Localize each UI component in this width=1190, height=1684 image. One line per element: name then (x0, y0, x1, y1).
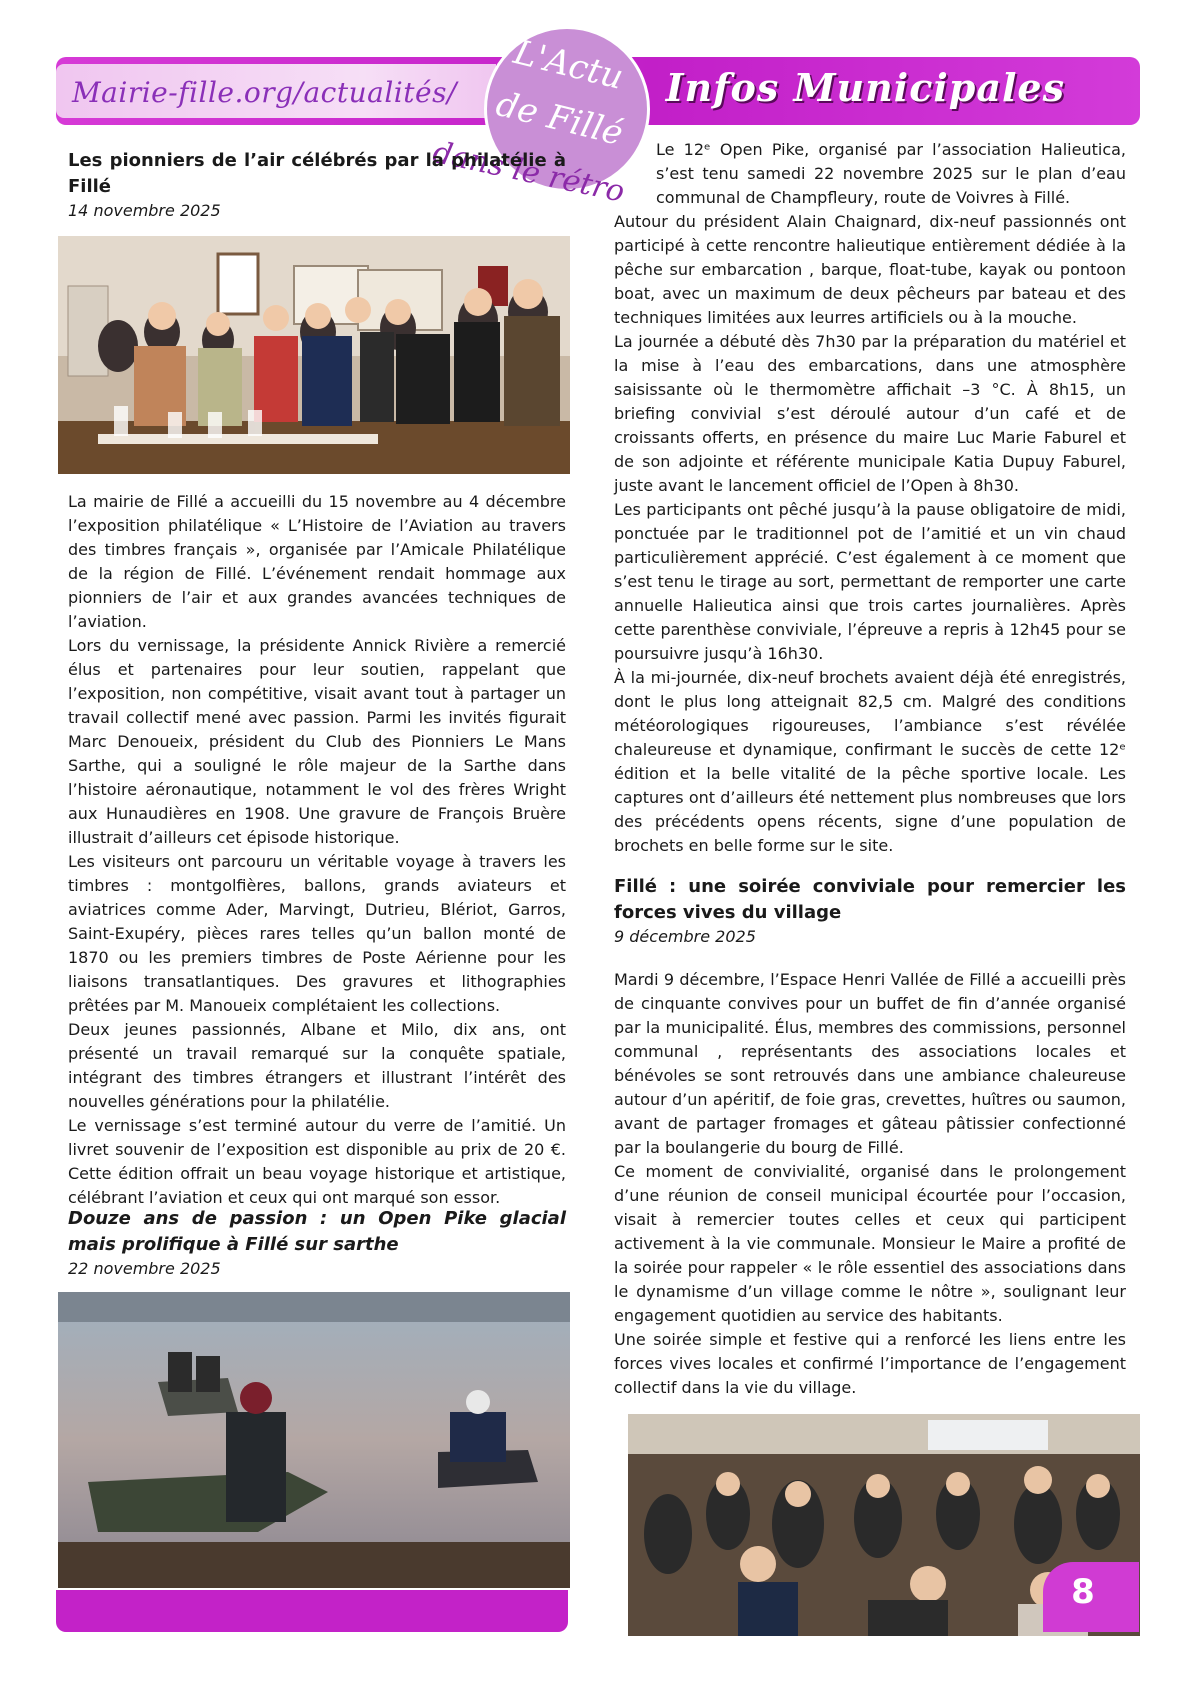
article-openpike-intro (656, 138, 1126, 210)
article-title: Douze ans de passion : un Open Pike glacial mais prolifique à Fillé sur sarthe (68, 1208, 566, 1255)
section-title: Infos Municipales (665, 65, 1065, 110)
article-title: Fillé : une soirée conviviale pour remercier les forces vives du village (614, 876, 1126, 923)
paragraph: Le vernissage s’est terminé autour du verre de l’amitié. Un livret souvenir de l’exposition est disponible au prix de 20 €. Cette édition offrait un beau voyage historique et artistique, célébrant l’aviation et ceux qui ont marqué son essor. (68, 1116, 566, 1207)
url-strip (56, 64, 496, 118)
article-philatelie-body (68, 490, 566, 1210)
article-soiree-header (614, 874, 1126, 948)
article-date: 9 décembre 2025 (614, 927, 756, 946)
paragraph: Mardi 9 décembre, l’Espace Henri Vallée de Fillé a accueilli près de cinquante convives pour un buffet de fin d’année organisé par la municipalité. Élus, membres des commissions, personnel communal , représentants des associations locales et bénévoles se sont retrouvés dans une ambiance chaleureuse autour d’un apéritif, de foie gras, crevettes, huîtres ou saumon, avant de partager fromages et gâteau pâtissier confectionné par la boulangerie du bourg de Fillé. (614, 970, 1126, 1157)
paragraph: Deux jeunes passionnés, Albane et Milo, dix ans, ont présenté un travail remarqué sur la conquête spatiale, intégrant des timbres étrangers et illustrant l’intérêt des nouvelles générations pour la philatélie. (68, 1020, 566, 1111)
paragraph: Autour du président Alain Chaignard, dix-neuf passionnés ont participé à cette rencontre halieutique entièrement dédiée à la pêche sur embarcation , barque, float-tube, kayak ou pontoon boat, avec un maximum de deux pêcheurs par bateau et des techniques limitées aux leurres artificiels ou à la mouche. (614, 212, 1126, 327)
badge-line-2: de Fillé (492, 83, 627, 155)
site-url[interactable]: Mairie-fille.org/actualités/ (72, 76, 457, 109)
paragraph: Les participants ont pêché jusqu’à la pause obligatoire de midi, ponctuée par le traditionnel pot de l’amitié et un vin chaud particulièrement apprécié. C’est également à ce moment que s’est tenu le tirage au sort, permettant de remporter une carte annuelle Halieutica ainsi que trois cartes journalières. Après cette parenthèse conviviale, l’épreuve a repris à 12h45 pour se poursuivre jusqu’à 16h30. (614, 500, 1126, 663)
philatelie-photo-image (58, 236, 570, 474)
page-number: 8 (1071, 1572, 1095, 1612)
paragraph: Les visiteurs ont parcouru un véritable voyage à travers les timbres : montgolfières, ballons, grands aviateurs et aviatrices comme Ader, Marvingt, Dutrieu, Blériot, Garros, Saint-Exupéry, pièces rares telles qu’un ballon monté de 1870 ou les premiers timbres de Poste Aérienne pour les liaisons transatlantiques. Des gravures et lithographies prêtées par M. Manoueix complétaient les collections. (68, 852, 566, 1015)
paragraph: Ce moment de convivialité, organisé dans le prolongement d’une réunion de conseil municipal écourtée pour l’occasion, visait à remercier toutes celles et ceux qui participent activement à la vie communale. Monsieur le Maire a profité de la soirée pour rappeler « le rôle essentiel des associations dans le dynamisme d’un village comme le nôtre », soulignant leur engagement quotidien au service des habitants. (614, 1162, 1126, 1325)
article-date: 22 novembre 2025 (68, 1259, 221, 1278)
article-openpike-body (614, 210, 1126, 858)
photo-openpike (58, 1292, 570, 1588)
article-openpike-header (68, 1206, 566, 1280)
paragraph: Lors du vernissage, la présidente Annick Rivière a remercié élus et partenaires pour leur soutien, rappelant que l’exposition, non compétitive, visait avant tout à partager un travail collectif mené avec passion. Parmi les invités figurait Marc Denoueix, président du Club des Pionniers Le Mans Sarthe, qui a souligné le rôle majeur de la Sarthe dans l’histoire aéronautique, notamment le vol des frères Wright aux Hunaudières en 1908. Une gravure de François Bruère illustrait d’ailleurs cet épisode historique. (68, 636, 566, 847)
article-date: 14 novembre 2025 (68, 201, 221, 220)
badge-line-1: L'Actu (509, 32, 628, 98)
paragraph: Le 12ᵉ Open Pike, organisé par l’association Halieutica, s’est tenu samedi 22 novembre 2025 sur le plan d’eau communal de Champfleury, route de Voivres à Fillé. (656, 140, 1126, 207)
article-title: Les pionniers de l’air célébrés par la philatélie à Fillé (68, 150, 566, 197)
article-soiree-body (614, 968, 1126, 1400)
paragraph: À la mi-journée, dix-neuf brochets avaient déjà été enregistrés, dont le plus long atteignait 82,5 cm. Malgré des conditions météorologiques rigoureuses, l’ambiance s’est révélée chaleureuse et dynamique, confirmant le succès de cette 12ᵉ édition et la belle vitalité de la pêche sportive locale. Les captures ont d’ailleurs été nettement plus nombreuses que lors des précédents opens récents, signe d’une population de brochets en belle forme sur le site. (614, 668, 1126, 855)
openpike-photo-image (58, 1292, 570, 1588)
photo-philatelie (58, 236, 570, 474)
paragraph: La journée a débuté dès 7h30 par la préparation du matériel et la mise à l’eau des embarcations, dans une atmosphère saisissante où le thermomètre affichait –3 °C. À 8h15, un briefing convivial s’est déroulé autour d’un café et de croissants offerts, en présence du maire Luc Marie Faburel et de son adjointe et référente municipale Katia Dupuy Faburel, juste avant le lancement officiel de l’Open à 8h30. (614, 332, 1126, 495)
footer-bar (56, 1590, 568, 1632)
article-philatelie-header (68, 148, 566, 222)
paragraph: Une soirée simple et festive qui a renforcé les liens entre les forces vives locales et confirmé l’importance de l’engagement collectif dans la vie du village. (614, 1330, 1126, 1397)
badge-subtitle: dans le rétro (429, 135, 628, 210)
paragraph: La mairie de Fillé a accueilli du 15 novembre au 4 décembre l’exposition philatélique « L’Histoire de l’Aviation au travers des timbres français », organisée par l’Amicale Philatélique de la région de Fillé. L’événement rendait hommage aux pionniers de l’air et aux grandes avancées techniques de l’aviation. (68, 492, 566, 631)
